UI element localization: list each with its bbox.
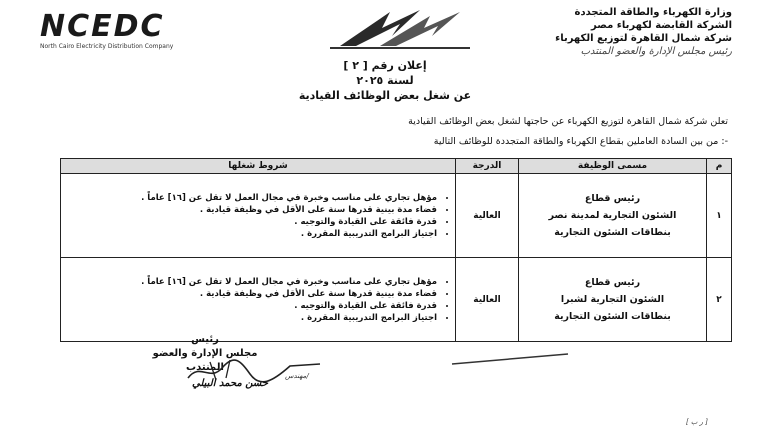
job-line: الشئون التجارية لشبرا bbox=[560, 294, 665, 305]
job-line: رئيس قطاع bbox=[584, 277, 641, 288]
signer-title-line: مجلس الإدارة والعضو المنتدب bbox=[152, 348, 258, 373]
job-line: بنطاقات الشئون التجارية bbox=[554, 227, 671, 238]
lightning-emblem-icon bbox=[320, 6, 480, 52]
company-logo-text: NCEDC bbox=[40, 9, 165, 44]
corner-note: [ ر ب ] bbox=[685, 418, 708, 426]
condition-item: • قضاء مدة بينية قدرها سنة على الأقل في وظيفة قيادية . bbox=[67, 204, 437, 216]
job-line: بنطاقات الشئون التجارية bbox=[554, 311, 671, 322]
job-title bbox=[519, 174, 707, 258]
condition-item: • اجتياز البرامج التدريبية المقررة . bbox=[67, 312, 437, 324]
announcement-year: لسنة ٢٠٢٥ bbox=[356, 74, 414, 87]
positions-table bbox=[60, 158, 732, 342]
table-row bbox=[61, 174, 732, 258]
header-grade: الدرجة bbox=[456, 159, 519, 174]
intro-line-1: تعلن شركة شمال القاهرة لتوزيع الكهرباء عن حاجتها لشغل بعض الوظائف القيادية bbox=[408, 116, 728, 127]
job-line: الشئون التجارية لمدينة نصر bbox=[548, 210, 677, 221]
ministry-line: شركة شمال القاهرة لتوزيع الكهرباء bbox=[555, 33, 732, 44]
job-grade: العالية bbox=[456, 174, 519, 258]
company-english-name: North Cairo Electricity Distribution Company bbox=[40, 43, 174, 50]
intro-line-2: من بين السادة العاملين بقطاع الكهرباء والطاقة المتجددة للوظائف التالية :- bbox=[433, 136, 728, 147]
ministry-header bbox=[512, 6, 732, 58]
condition-item: • قدرة فائقة على القيادة والتوجيه . bbox=[67, 300, 437, 312]
job-conditions bbox=[61, 174, 456, 258]
announcement-document bbox=[30, 0, 738, 432]
signed-label: مهندس/ bbox=[285, 372, 309, 380]
signer-title-line: رئيس bbox=[191, 334, 219, 345]
announcement-subject: عن شغل بعض الوظائف القيادية bbox=[298, 89, 472, 102]
condition-item: • قدرة فائقة على القيادة والتوجيه . bbox=[67, 216, 437, 228]
announcement-heading bbox=[230, 58, 540, 103]
announcement-number: إعلان رقم [ ٢ ] bbox=[343, 59, 427, 72]
table-row bbox=[61, 258, 732, 342]
job-conditions bbox=[61, 258, 456, 342]
job-title bbox=[519, 258, 707, 342]
condition-item: • اجتياز البرامج التدريبية المقررة . bbox=[67, 228, 437, 240]
job-line: رئيس قطاع bbox=[584, 193, 641, 204]
row-num: ١ bbox=[707, 174, 732, 258]
condition-item: • مؤهل تجاري على مناسب وخبرة في مجال العمل لا تقل عن [١٦] عاماً . bbox=[67, 192, 437, 204]
row-num: ٢ bbox=[707, 258, 732, 342]
company-logo bbox=[40, 9, 240, 50]
header-num: م bbox=[707, 159, 732, 174]
job-grade: العالية bbox=[456, 258, 519, 342]
ministry-signature: رئيس مجلس الإدارة والعضو المنتدب bbox=[580, 46, 732, 57]
table-header-row bbox=[61, 159, 732, 174]
signer-name: حسن محمد البيلي bbox=[191, 378, 269, 389]
header-conditions: شروط شغلها bbox=[61, 159, 456, 174]
header-job: مسمى الوظيفة bbox=[519, 159, 707, 174]
ministry-line: الشركة القابضة لكهرباء مصر bbox=[591, 20, 732, 31]
ministry-line: وزارة الكهرباء والطاقة المتجددة bbox=[574, 7, 732, 18]
condition-item: • قضاء مدة بينية قدرها سنة على الأقل في وظيفة قيادية . bbox=[67, 288, 437, 300]
condition-item: • مؤهل تجاري على مناسب وخبرة في مجال العمل لا تقل عن [١٦] عاماً . bbox=[67, 276, 437, 288]
pen-stroke-icon bbox=[450, 352, 570, 366]
